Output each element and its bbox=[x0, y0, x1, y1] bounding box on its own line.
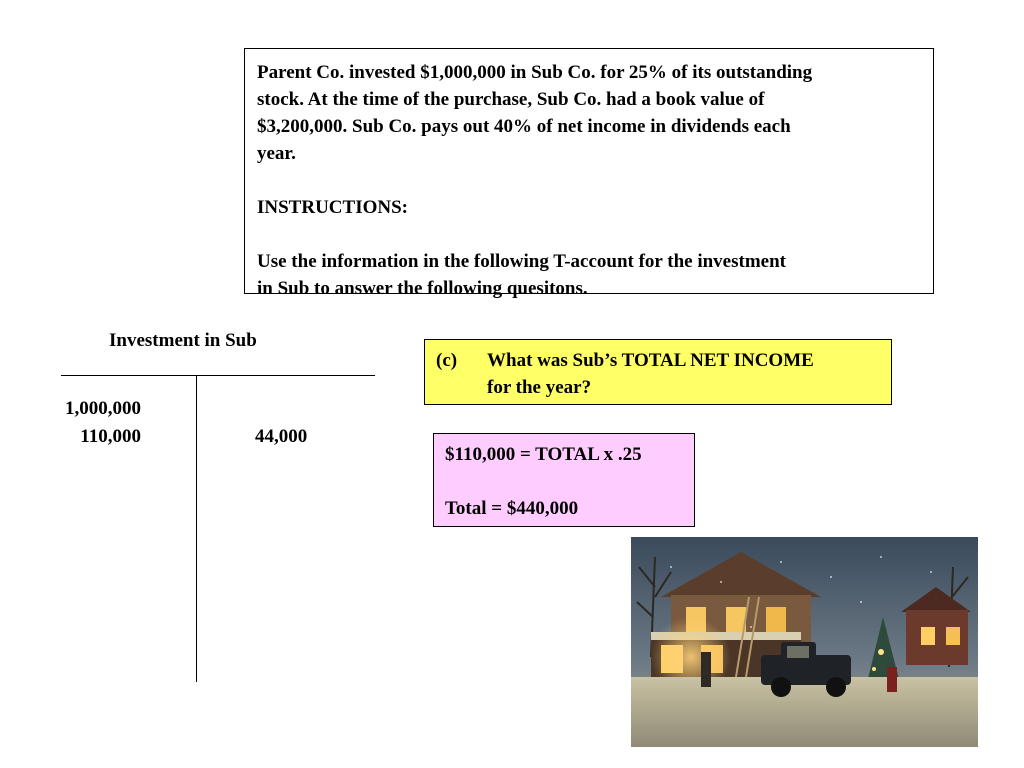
winter-farmhouse-painting bbox=[631, 537, 978, 747]
t-account-debit-1: 1,000,000 bbox=[65, 398, 141, 419]
spacer bbox=[257, 167, 921, 194]
instructions-heading: INSTRUCTIONS: bbox=[257, 197, 408, 218]
t-account-debit-2: 110,000 bbox=[80, 426, 141, 447]
problem-line-1: Parent Co. invested $1,000,000 in Sub Co. for 25% of its outstanding bbox=[257, 62, 813, 83]
instructions-line-1: Use the information in the following T-account for the investment bbox=[257, 251, 786, 272]
question-line-2: for the year? bbox=[487, 377, 592, 398]
question-line-1: What was Sub’s TOTAL NET INCOME bbox=[487, 350, 814, 371]
t-account-vertical-rule bbox=[196, 376, 197, 682]
answer-line-1: $110,000 = TOTAL x .25 bbox=[445, 444, 642, 465]
question-text bbox=[487, 347, 887, 401]
spacer bbox=[257, 221, 921, 248]
problem-statement bbox=[244, 48, 934, 299]
problem-line-4: year. bbox=[257, 143, 296, 164]
instructions-line-2: in Sub to answer the following quesitons. bbox=[257, 278, 588, 299]
answer-box bbox=[433, 433, 695, 527]
t-account-title: Investment in Sub bbox=[109, 330, 257, 351]
t-account-horizontal-rule bbox=[61, 375, 375, 376]
answer-line-2: Total = $440,000 bbox=[445, 498, 579, 519]
problem-line-2: stock. At the time of the purchase, Sub Co. had a book value of bbox=[257, 89, 765, 110]
question-box bbox=[424, 339, 892, 405]
t-account-credit-1: 44,000 bbox=[255, 426, 308, 447]
problem-line-3: $3,200,000. Sub Co. pays out 40% of net income in dividends each bbox=[257, 116, 791, 137]
question-label: (c) bbox=[436, 350, 458, 371]
spacer bbox=[445, 468, 694, 495]
